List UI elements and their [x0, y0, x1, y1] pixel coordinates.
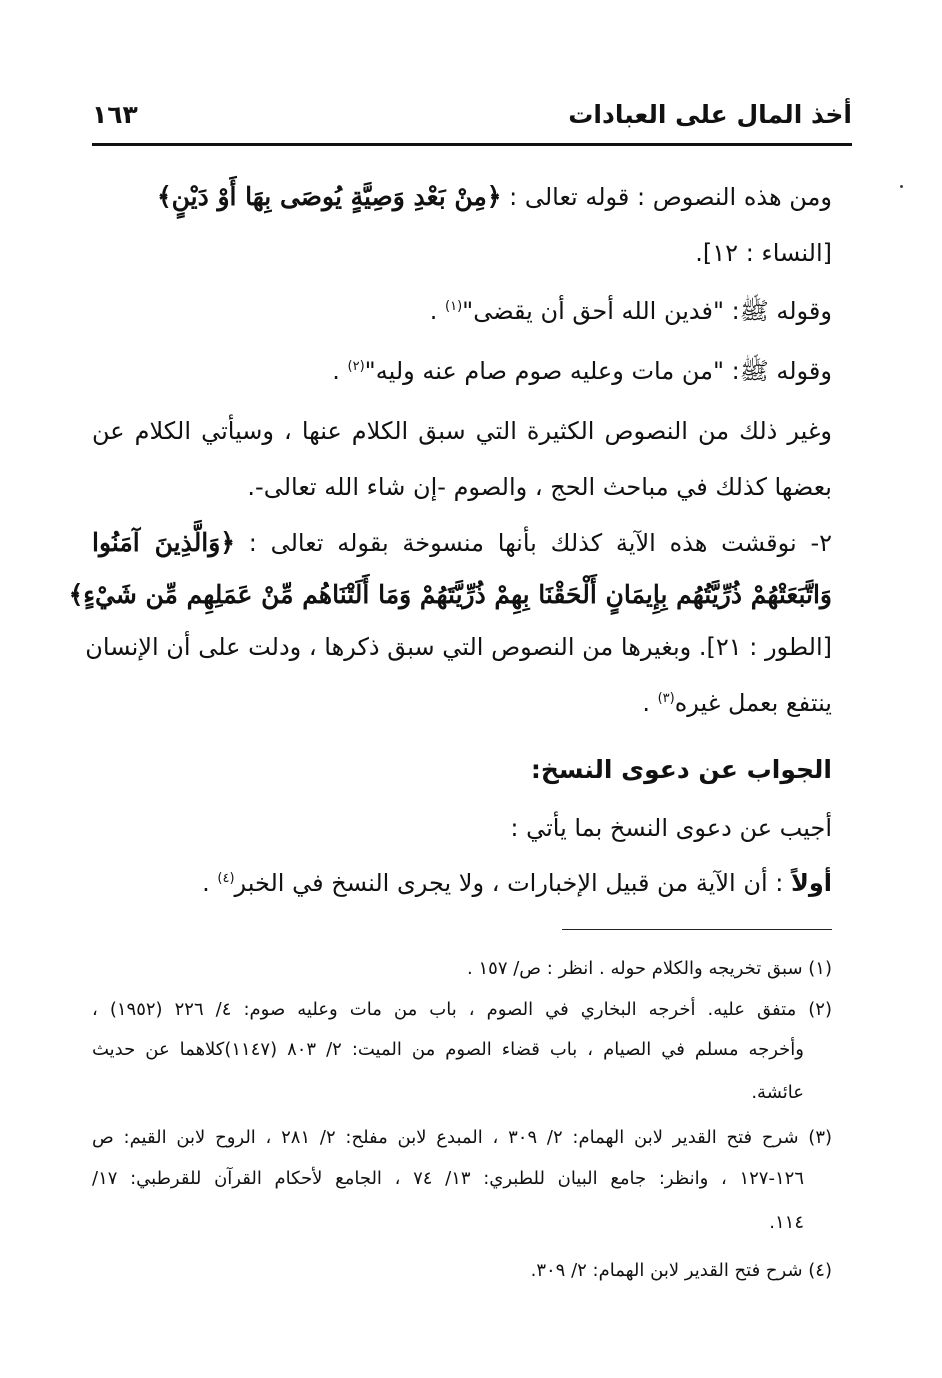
hadith-line-1 [430, 294, 832, 328]
paragraph-3-line-1: وغير ذلك من النصوص الكثيرة التي سبق الكلام عنها ، وسيأتي الكلام عن [92, 417, 832, 445]
footnote-separator [562, 929, 832, 930]
footnote-4: (٤) شرح فتح القدير لابن الهمام: ٢/ ٣٠٩. [530, 1260, 832, 1281]
hadith-intro: وقوله ﷺ: [724, 357, 832, 385]
quran-verse-start: ﴿وَالَّذِينَ آمَنُوا [92, 528, 235, 557]
body-text: ٢- نوقشت هذه الآية كذلك بأنها منسوخة بقوله تعالى : [234, 529, 833, 557]
first-label: أولاً [790, 869, 832, 897]
footnote-3-line-3: ١١٤. [769, 1212, 804, 1233]
footnote-2-line-1: (٢) متفق عليه. أخرجه البخاري في الصوم ، باب من مات وعليه صوم: ٤/ ٢٢٦ (١٩٥٢) ، [92, 999, 832, 1020]
section-heading: الجواب عن دعوى النسخ: [530, 755, 832, 784]
surah-reference: [النساء : ١٢]. [695, 239, 832, 267]
hadith-intro: وقوله ﷺ: [724, 297, 832, 325]
paragraph-3-line-2: بعضها كذلك في مباحث الحج ، والصوم -إن شاء الله تعالى-. [247, 473, 832, 501]
body-text: ينتفع بعمل غيره [674, 689, 832, 717]
scan-speck [900, 185, 903, 188]
paragraph-4-line-4 [642, 686, 832, 720]
paragraph-4-line-3: [الطور : ٢١]. وبغيرها من النصوص التي سبق ذكرها ، ودلت على أن الإنسان [85, 633, 832, 661]
hadith-quote: "فدين الله أحق أن يقضى" [462, 297, 725, 325]
footnote-marker: (٢) [347, 359, 365, 374]
footnote-marker: (١) [445, 299, 463, 314]
running-title: أخذ المال على العبادات [568, 100, 852, 129]
footnote-2-line-2: وأخرجه مسلم في الصيام ، باب قضاء الصوم من الميت: ٢/ ٨٠٣ (١١٤٧)كلاهما عن حديث [92, 1039, 804, 1060]
punctuation: . [332, 357, 348, 385]
body-text: ومن هذه النصوص : قوله تعالى : [501, 183, 832, 211]
footnote-3-line-1: (٣) شرح فتح القدير لابن الهمام: ٢/ ٣٠٩ ، المبدع لابن مفلح: ٢/ ٢٨١ ، الروح لابن القيم: ص [92, 1127, 833, 1148]
hadith-quote: "من مات وعليه صوم صام عنه وليه" [364, 357, 725, 385]
page-number: ١٦٣ [92, 100, 138, 129]
paragraph-4-line-1 [92, 526, 832, 560]
hadith-line-2 [332, 354, 832, 388]
quran-verse-continued: وَاتَّبَعَتْهُمْ ذُرِّيَّتُهُم بِإِيمَانٍ أَلْحَقْنَا بِهِمْ ذُرِّيَّتَهُمْ وَمَا أَلَتْنَاهُم مِّنْ عَمَلِهِم مِّن شَيْءٍ﴾ [68, 580, 832, 609]
punctuation: . [202, 869, 218, 897]
footnote-marker: (٤) [217, 871, 235, 886]
footnote-3-line-2: ١٢٦-١٢٧ ، وانظر: جامع البيان للطبري: ١٣/ ٧٤ ، الجامع لأحكام القرآن للقرطبي: ١٧/ [92, 1168, 804, 1189]
quran-verse: ﴿مِنْ بَعْدِ وَصِيَّةٍ يُوصَى بِهَا أَوْ دَيْنٍ﴾ [156, 182, 502, 211]
footnote-marker: (٣) [657, 691, 675, 706]
body-text: : أن الآية من قبيل الإخبارات ، ولا يجرى النسخ في الخبر [234, 869, 791, 897]
body-line-1 [157, 180, 832, 214]
punctuation: . [429, 297, 446, 325]
header-rule [92, 143, 852, 146]
first-answer [202, 866, 832, 900]
footnote-1: (١) سبق تخريجه والكلام حوله . انظر : ص/ ١٥٧ . [467, 958, 832, 979]
running-header [92, 96, 852, 136]
footnote-2-line-3: عائشة. [751, 1082, 804, 1103]
answer-intro: أجيب عن دعوى النسخ بما يأتي : [510, 814, 832, 842]
punctuation: . [642, 689, 658, 717]
